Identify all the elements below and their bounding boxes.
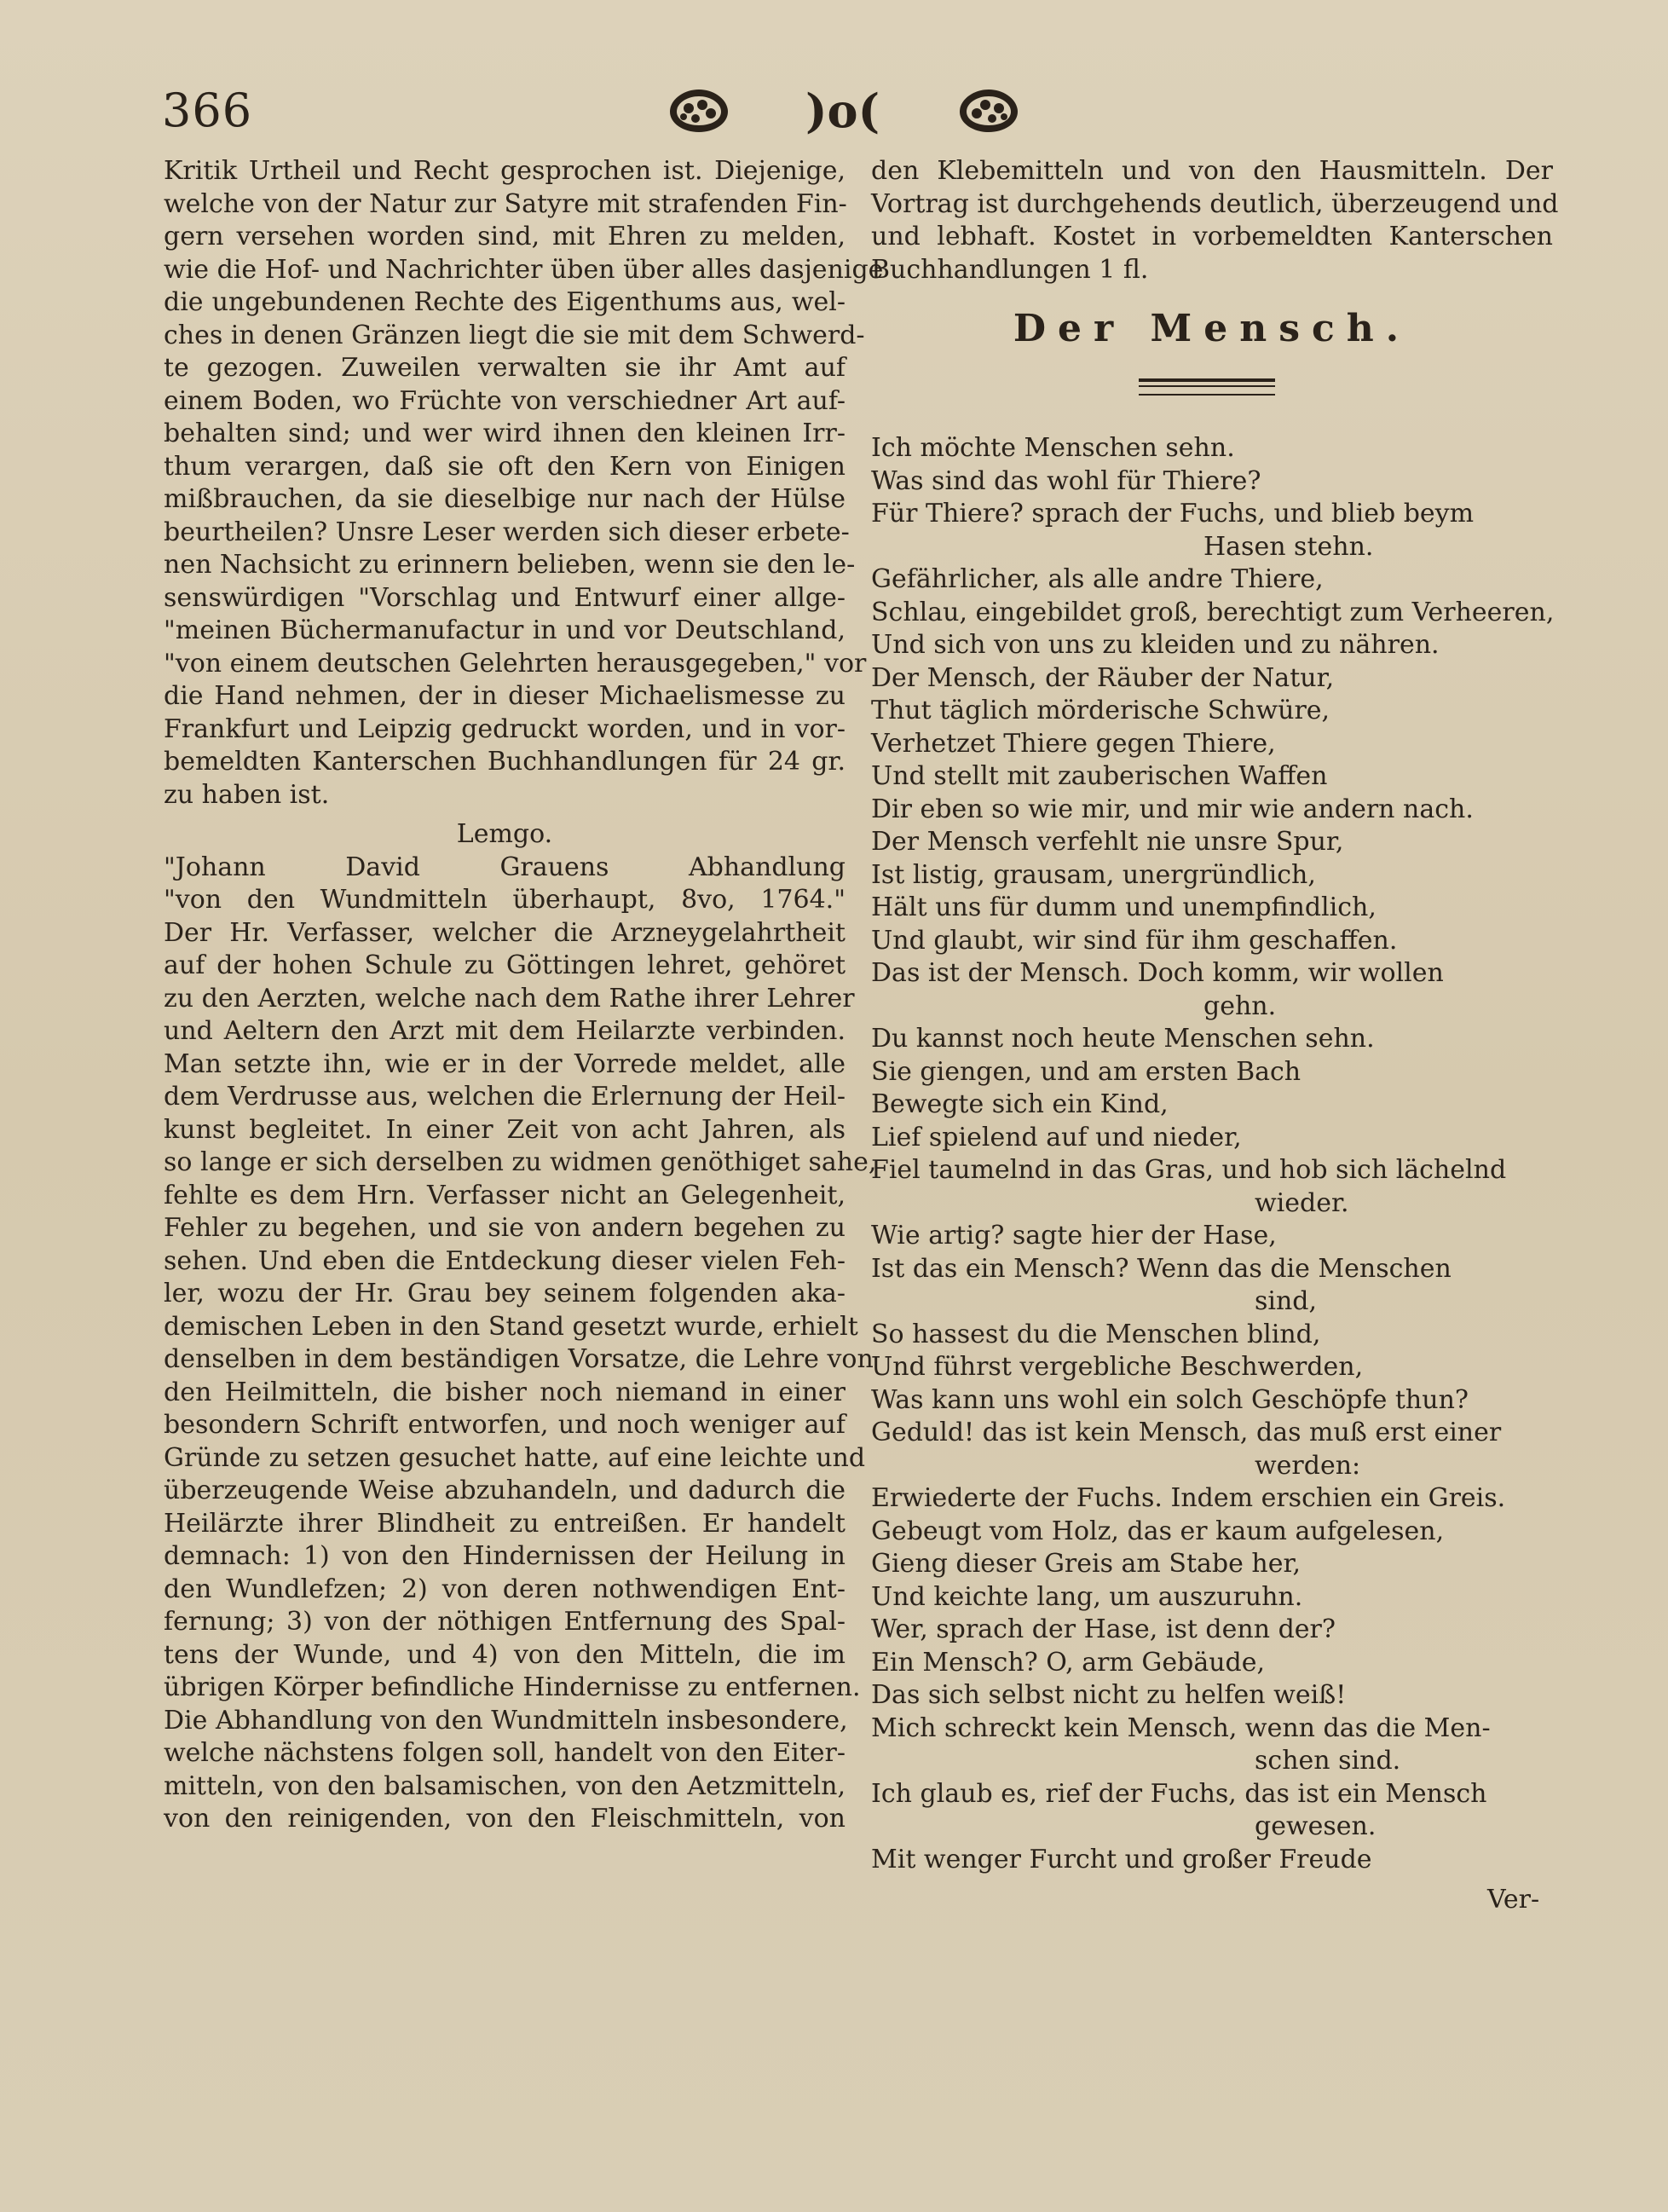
- text-line: senswürdigen "Vorschlag und Entwurf einer allge-: [164, 582, 846, 613]
- poem-line: Erwiederte der Fuchs. Indem erschien ein Greis.: [871, 1483, 1506, 1513]
- poem-line: Und stellt mit zauberischen Waffen: [871, 761, 1328, 791]
- text-line: Fehler zu begehen, und sie von andern begehen zu: [164, 1213, 846, 1243]
- text-line: Gründe zu setzen gesuchet hatte, auf eine leichte und: [164, 1442, 866, 1473]
- poem-line: gewesen.: [1255, 1811, 1377, 1841]
- fleuron-ornament-left: [665, 86, 733, 136]
- left-review-block: [164, 852, 877, 1836]
- text-line: von den reinigenden, von den Fleischmitteln, von: [164, 1804, 846, 1834]
- poem-line: Der Mensch verfehlt nie unsre Spur,: [871, 827, 1344, 857]
- poem-line: Und führst vergebliche Beschwerden,: [871, 1352, 1364, 1382]
- poem-line: Hält uns für dumm und unempfindlich,: [871, 892, 1377, 922]
- text-line: mitteln, von den balsamischen, von den Aetzmitteln,: [164, 1770, 846, 1801]
- poem-line: Der Mensch, der Räuber der Natur,: [871, 662, 1335, 693]
- header-center-mark: )o(: [805, 84, 880, 138]
- text-line: nen Nachsicht zu erinnern belieben, wenn sie den le-: [164, 550, 856, 580]
- text-line: die Hand nehmen, der in dieser Michaelismesse zu: [164, 681, 846, 711]
- poem-line: Ich möchte Menschen sehn.: [871, 433, 1235, 463]
- poem-line: Bewegte sich ein Kind,: [871, 1089, 1169, 1119]
- poem-line: Geduld! das ist kein Mensch, das muß erst einer: [871, 1418, 1502, 1447]
- poem-line: Gieng dieser Greis am Stabe her,: [871, 1549, 1302, 1579]
- text-line: mißbrauchen, da sie dieselbige nur nach der Hülse: [164, 484, 846, 514]
- poem-line: wieder.: [1255, 1187, 1349, 1218]
- text-line: demischen Leben in den Stand gesetzt wurde, erhielt: [164, 1311, 858, 1342]
- text-line: thum verargen, daß sie oft den Kern von Einigen: [164, 451, 846, 482]
- catchword: Ver-: [1487, 1885, 1540, 1915]
- page-number: 366: [162, 84, 253, 137]
- text-line: wie die Hof- und Nachrichter üben über alles dasjenige: [164, 254, 884, 285]
- poem-title: Der Mensch.: [1013, 307, 1411, 350]
- text-line: demnach: 1) von den Hindernissen der Heilung in: [164, 1541, 846, 1571]
- page-header: [0, 81, 1668, 149]
- poem-line: Ist listig, grausam, unergründlich,: [871, 859, 1316, 890]
- text-line: den Wundlefzen; 2) von deren nothwendigen Ent-: [164, 1574, 846, 1604]
- text-line: Buchhandlungen 1 fl.: [871, 254, 1149, 285]
- poem-line: Hasen stehn.: [1203, 531, 1374, 562]
- text-line: "von einem deutschen Gelehrten herausgegeben," vor: [164, 648, 867, 679]
- poem-title-block: [871, 300, 1553, 432]
- text-line: sehen. Und eben die Entdeckung dieser vielen Feh-: [164, 1245, 846, 1276]
- text-line: Die Abhandlung von den Wundmitteln insbesondere,: [164, 1705, 848, 1736]
- text-line: dem Verdrusse aus, welchen die Erlernung der Heil-: [164, 1082, 846, 1112]
- text-line: besondern Schrift entworfen, und noch weniger auf: [164, 1410, 846, 1440]
- poem-line: Was sind das wohl für Thiere?: [871, 465, 1261, 496]
- text-line: auf der hohen Schule zu Göttingen lehret, gehöret: [164, 950, 846, 980]
- text-line: ches in denen Gränzen liegt die sie mit dem Schwerd-: [164, 320, 865, 350]
- poem-line: Schlau, eingebildet groß, berechtigt zum Verheeren,: [871, 597, 1555, 627]
- text-line: Man setzte ihn, wie er in der Vorrede meldet, alle: [164, 1048, 846, 1079]
- poem-line: Das sich selbst nicht zu helfen weiß!: [871, 1680, 1347, 1710]
- poem-line: Mich schreckt kein Mensch, wenn das die Men-: [871, 1712, 1491, 1743]
- poem-line: schen sind.: [1255, 1746, 1401, 1776]
- text-line: zu haben ist.: [164, 779, 330, 810]
- text-line: Heilärzte ihrer Blindheit zu entreißen. Er handelt: [164, 1508, 846, 1539]
- poem-line: Das ist der Mensch. Doch komm, wir wollen: [871, 958, 1444, 988]
- text-line: te gezogen. Zuweilen verwalten sie ihr Amt auf: [164, 353, 846, 383]
- text-line: zu den Aerzten, welche nach dem Rathe ihrer Lehrer: [164, 983, 855, 1014]
- poem-line: Ich glaub es, rief der Fuchs, das ist ein Mensch: [871, 1778, 1487, 1809]
- poem: [871, 432, 1553, 1876]
- poem-line: Für Thiere? sprach der Fuchs, und blieb beym: [871, 499, 1475, 528]
- text-line: welche von der Natur zur Satyre mit strafenden Fin-: [164, 188, 847, 219]
- title-rule: [1139, 378, 1275, 396]
- poem-line: Ist das ein Mensch? Wenn das die Menschen: [871, 1253, 1452, 1284]
- text-line: und lebhaft. Kostet in vorbemeldten Kanterschen: [871, 222, 1553, 251]
- text-line: Der Hr. Verfasser, welcher die Arzneygelahrtheit: [164, 917, 846, 948]
- poem-line: Und sich von uns zu kleiden und zu nähren.: [871, 630, 1440, 660]
- text-line: und Aeltern den Arzt mit dem Heilarzte verbinden.: [164, 1016, 846, 1046]
- text-line: Frankfurt und Leipzig gedruckt worden, und in vor-: [164, 713, 846, 744]
- text-line: "von den Wundmitteln überhaupt, 8vo, 1764.": [164, 885, 846, 915]
- text-line: fehlte es dem Hrn. Verfasser nicht an Gelegenheit,: [164, 1180, 846, 1210]
- left-column: [164, 155, 884, 1836]
- poem-line: sind,: [1255, 1286, 1318, 1316]
- poem-line: Lief spielend auf und nieder,: [871, 1122, 1242, 1152]
- poem-line: Ein Mensch? O, arm Gebäude,: [871, 1647, 1266, 1678]
- poem-line: Dir eben so wie mir, und mir wie andern nach.: [871, 794, 1474, 824]
- text-line: welche nächstens folgen soll, handelt von den Eiter-: [164, 1738, 846, 1768]
- text-line: den Klebemitteln und von den Hausmitteln. Der: [871, 156, 1553, 186]
- poem-line: Du kannst noch heute Menschen sehn.: [871, 1024, 1375, 1054]
- poem-line: Thut täglich mörderische Schwüre,: [871, 696, 1330, 725]
- text-line: beurtheilen? Unsre Leser werden sich dieser erbete-: [164, 517, 850, 547]
- text-line: denselben in dem beständigen Vorsatze, die Lehre von: [164, 1344, 874, 1374]
- poem-line: Sie giengen, und am ersten Bach: [871, 1056, 1302, 1087]
- right-intro-block: [871, 155, 1559, 286]
- text-line: gern versehen worden sind, mit Ehren zu melden,: [164, 222, 846, 251]
- text-line: behalten sind; und wer wird ihnen den kleinen Irr-: [164, 419, 846, 448]
- text-line: so lange er sich derselben zu widmen genöthiget sahe,: [164, 1147, 877, 1177]
- poem-line: Verhetzet Thiere gegen Thiere,: [871, 728, 1276, 759]
- poem-line: So hassest du die Menschen blind,: [871, 1319, 1321, 1349]
- poem-line: Und glaubt, wir sind für ihm geschaffen.: [871, 925, 1398, 956]
- text-line: die ungebundenen Rechte des Eigenthums aus, wel-: [164, 287, 846, 317]
- text-line: einem Boden, wo Früchte von verschiedner Art auf-: [164, 385, 846, 416]
- poem-line: gehn.: [1203, 990, 1277, 1021]
- text-line: Vortrag ist durchgehends deutlich, überzeugend und: [871, 188, 1559, 219]
- text-line: tens der Wunde, und 4) von den Mitteln, die im: [164, 1639, 846, 1670]
- text-line: "Johann David Grauens Abhandlung: [164, 852, 846, 882]
- poem-line: Und keichte lang, um auszuruhn.: [871, 1581, 1303, 1612]
- text-line: kunst begleitet. In einer Zeit von acht Jahren, als: [164, 1114, 846, 1145]
- text-line: den Heilmitteln, die bisher noch niemand in einer: [164, 1377, 846, 1407]
- left-text-block: [164, 155, 884, 811]
- poem-line: Was kann uns wohl ein solch Geschöpfe thun?: [871, 1384, 1469, 1415]
- poem-line: Mit wenger Furcht und großer Freude: [871, 1844, 1372, 1874]
- poem-line: Wer, sprach der Hase, ist denn der?: [871, 1614, 1336, 1644]
- text-line: "meinen Büchermanufactur in und vor Deutschland,: [164, 615, 846, 645]
- poem-line: werden:: [1255, 1450, 1361, 1481]
- text-line: bemeldten Kanterschen Buchhandlungen für 24 gr.: [164, 747, 846, 777]
- section-heading-lemgo: Lemgo.: [456, 819, 553, 849]
- poem-line: Gebeugt vom Holz, das er kaum aufgelesen,: [871, 1516, 1445, 1546]
- text-line: ler, wozu der Hr. Grau bey seinem folgenden aka-: [164, 1279, 846, 1308]
- poem-line: Fiel taumelnd in das Gras, und hob sich lächelnd: [871, 1155, 1507, 1185]
- fleuron-ornament-right: [955, 86, 1023, 136]
- text-line: übrigen Körper befindliche Hindernisse zu entfernen.: [164, 1672, 861, 1702]
- text-line: Kritik Urtheil und Recht gesprochen ist. Diejenige,: [164, 156, 846, 186]
- poem-line: Gefährlicher, als alle andre Thiere,: [871, 564, 1324, 594]
- poem-line: Wie artig? sagte hier der Hase,: [871, 1221, 1277, 1250]
- text-line: überzeugende Weise abzuhandeln, und dadurch die: [164, 1476, 846, 1505]
- text-line: fernung; 3) von der nöthigen Entfernung des Spal-: [164, 1607, 846, 1637]
- right-column: [871, 155, 1559, 1876]
